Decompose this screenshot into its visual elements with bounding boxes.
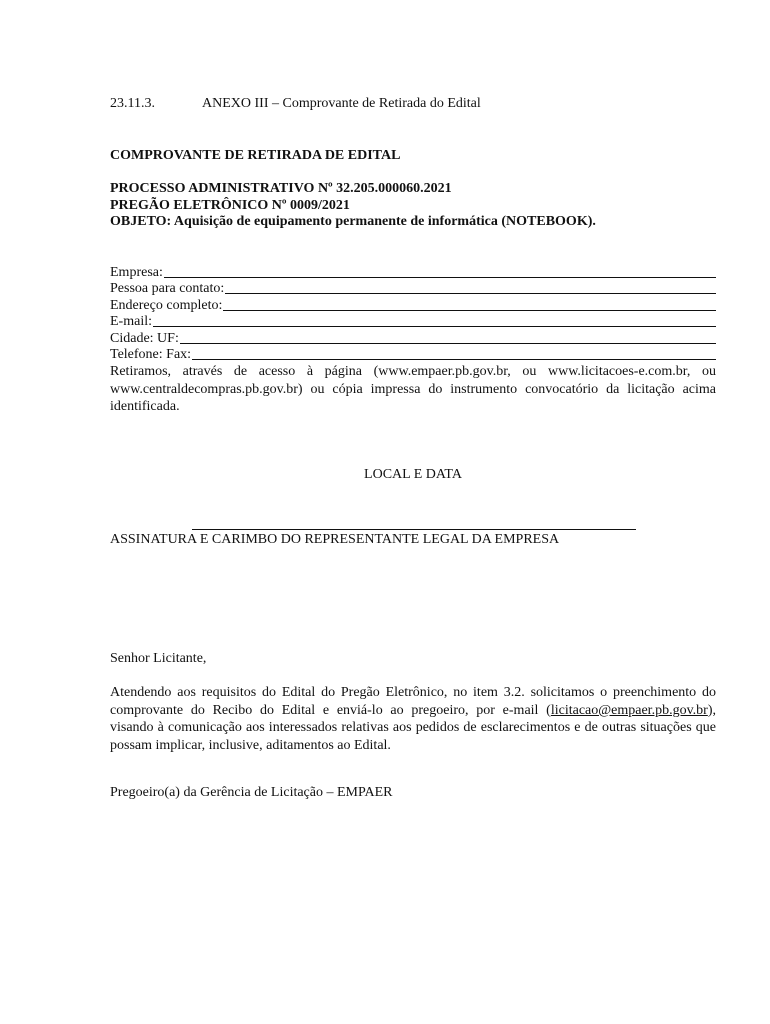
phone-field <box>110 347 716 364</box>
phone-fill-line <box>192 359 716 360</box>
process-number: PROCESSO ADMINISTRATIVO Nº 32.205.000060.2021 <box>110 181 452 196</box>
object-description: OBJETO: Aquisição de equipamento permanente de informática (NOTEBOOK). <box>110 214 596 229</box>
company-fill-line <box>164 277 716 278</box>
place-date-label: LOCAL E DATA <box>364 467 462 482</box>
email-link[interactable]: licitacao@empaer.pb.gov.br <box>550 702 708 718</box>
email-label: E-mail: <box>110 314 152 329</box>
withdrawal-paragraph: Retiramos, através de acesso à página (www.empaer.pb.gov.br, ou www.licitacoes-e.com.br, ou www.centraldecompras.pb.gov.br) ou cópia impressa do instrumento convocatório da licitação acima identificada. <box>110 364 716 414</box>
auction-number: PREGÃO ELETRÔNICO Nº 0009/2021 <box>110 197 350 213</box>
address-fill-line <box>223 310 716 311</box>
contact-label: Pessoa para contato: <box>110 281 225 296</box>
contact-field <box>110 281 716 298</box>
annex-title: ANEXO III – Comprovante de Retirada do Edital <box>202 96 481 111</box>
address-label: Endereço completo: <box>110 297 223 313</box>
email-fill-line <box>153 326 716 327</box>
city-fill-line <box>180 343 716 344</box>
notice-text-start: Atendendo aos requisitos do Edital do Pregão Eletrônico, no item 3.2. solicitamos o preenchimento do comprovante do Recibo do Edital e enviá-lo ao pregoeiro, por e-mail ( <box>110 685 716 718</box>
signature-line <box>192 529 636 530</box>
salutation: Senhor Licitante, <box>110 651 207 666</box>
email-field <box>110 314 716 331</box>
city-field <box>110 330 716 347</box>
company-label: Empresa: <box>110 264 163 280</box>
phone-label: Telefone: Fax: <box>110 347 192 362</box>
notice-paragraph <box>110 684 716 754</box>
signature-label: ASSINATURA E CARIMBO DO REPRESENTANTE LEGAL DA EMPRESA <box>110 532 560 547</box>
notice-text-end: ), visando à comunicação aos interessados relativas aos pedidos de esclarecimentos e de outras situações que possam implicar, inclusive, aditamentos ao Edital. <box>110 702 716 753</box>
city-label: Cidade: UF: <box>110 330 179 346</box>
address-field <box>110 297 716 314</box>
annex-number: 23.11.3. <box>110 96 155 111</box>
signoff: Pregoeiro(a) da Gerência de Licitação – EMPAER <box>110 785 393 800</box>
company-form <box>110 264 716 416</box>
contact-fill-line <box>225 293 716 294</box>
form-title: COMPROVANTE DE RETIRADA DE EDITAL <box>110 148 401 163</box>
process-block <box>110 181 596 231</box>
company-field <box>110 264 716 281</box>
